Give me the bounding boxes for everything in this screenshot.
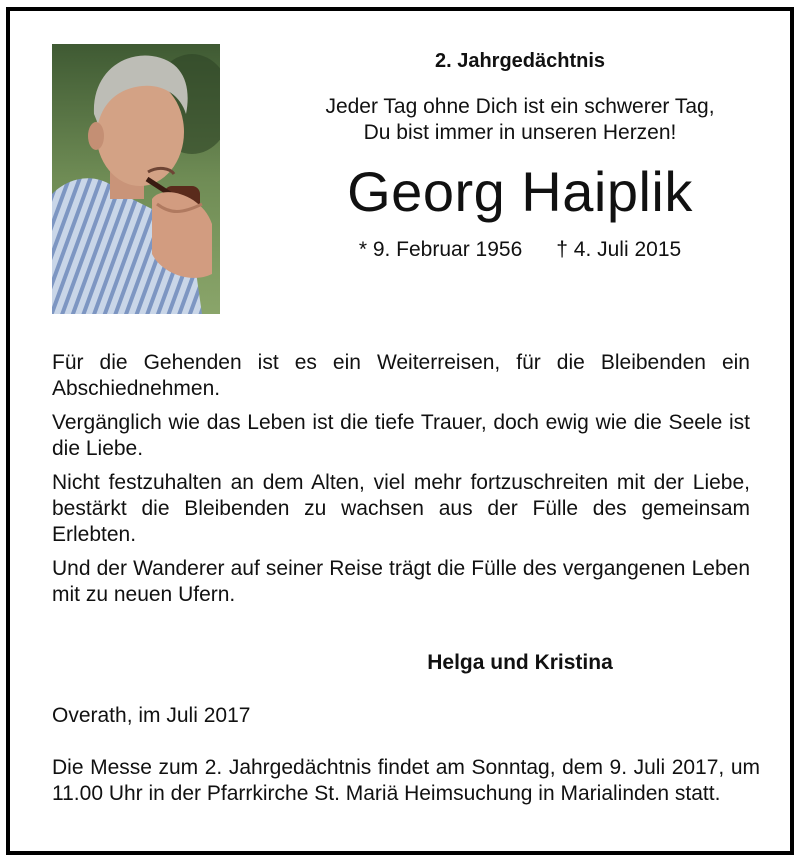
paragraph: Nicht festzuhalten an dem Alten, viel mehr fortzuschreiten mit der Liebe, bestärkt die Bleibenden zu wachsen aus der Fülle des gemeinsam Erlebten. xyxy=(52,471,750,546)
memorial-text xyxy=(52,350,750,616)
life-dates xyxy=(260,237,780,263)
deceased-name: Georg Haiplik xyxy=(347,160,693,223)
memorial-verse xyxy=(260,94,780,146)
verse-line-1: Jeder Tag ohne Dich ist ein schwerer Tag, xyxy=(325,95,715,118)
portrait-image xyxy=(52,44,220,314)
mass-notice: Die Messe zum 2. Jahrgedächtnis findet am Sonntag, dem 9. Juli 2017, um 11.00 Uhr in der Pfarrkirche St. Mariä Heimsuchung in Marialinden statt. xyxy=(52,756,760,805)
obituary-notice xyxy=(6,7,794,855)
birth-date: * 9. Februar 1956 xyxy=(358,238,523,261)
signers: Helga und Kristina xyxy=(427,651,613,674)
paragraph: Und der Wanderer auf seiner Reise trägt die Fülle des vergangenen Leben mit zu neuen Ufern. xyxy=(52,557,750,606)
anniversary-title: 2. Jahrgedächtnis xyxy=(434,50,606,72)
paragraph: Vergänglich wie das Leben ist die tiefe Trauer, doch ewig wie die Seele ist die Liebe. xyxy=(52,411,750,460)
verse-line-2: Du bist immer in unseren Herzen! xyxy=(363,121,677,144)
title-block xyxy=(260,49,780,263)
portrait-photo xyxy=(52,44,220,314)
death-date: † 4. Juli 2015 xyxy=(556,238,682,261)
paragraph: Für die Gehenden ist es ein Weiterreisen, für die Bleibenden ein Abschiednehmen. xyxy=(52,351,750,400)
place-date: Overath, im Juli 2017 xyxy=(52,704,251,727)
